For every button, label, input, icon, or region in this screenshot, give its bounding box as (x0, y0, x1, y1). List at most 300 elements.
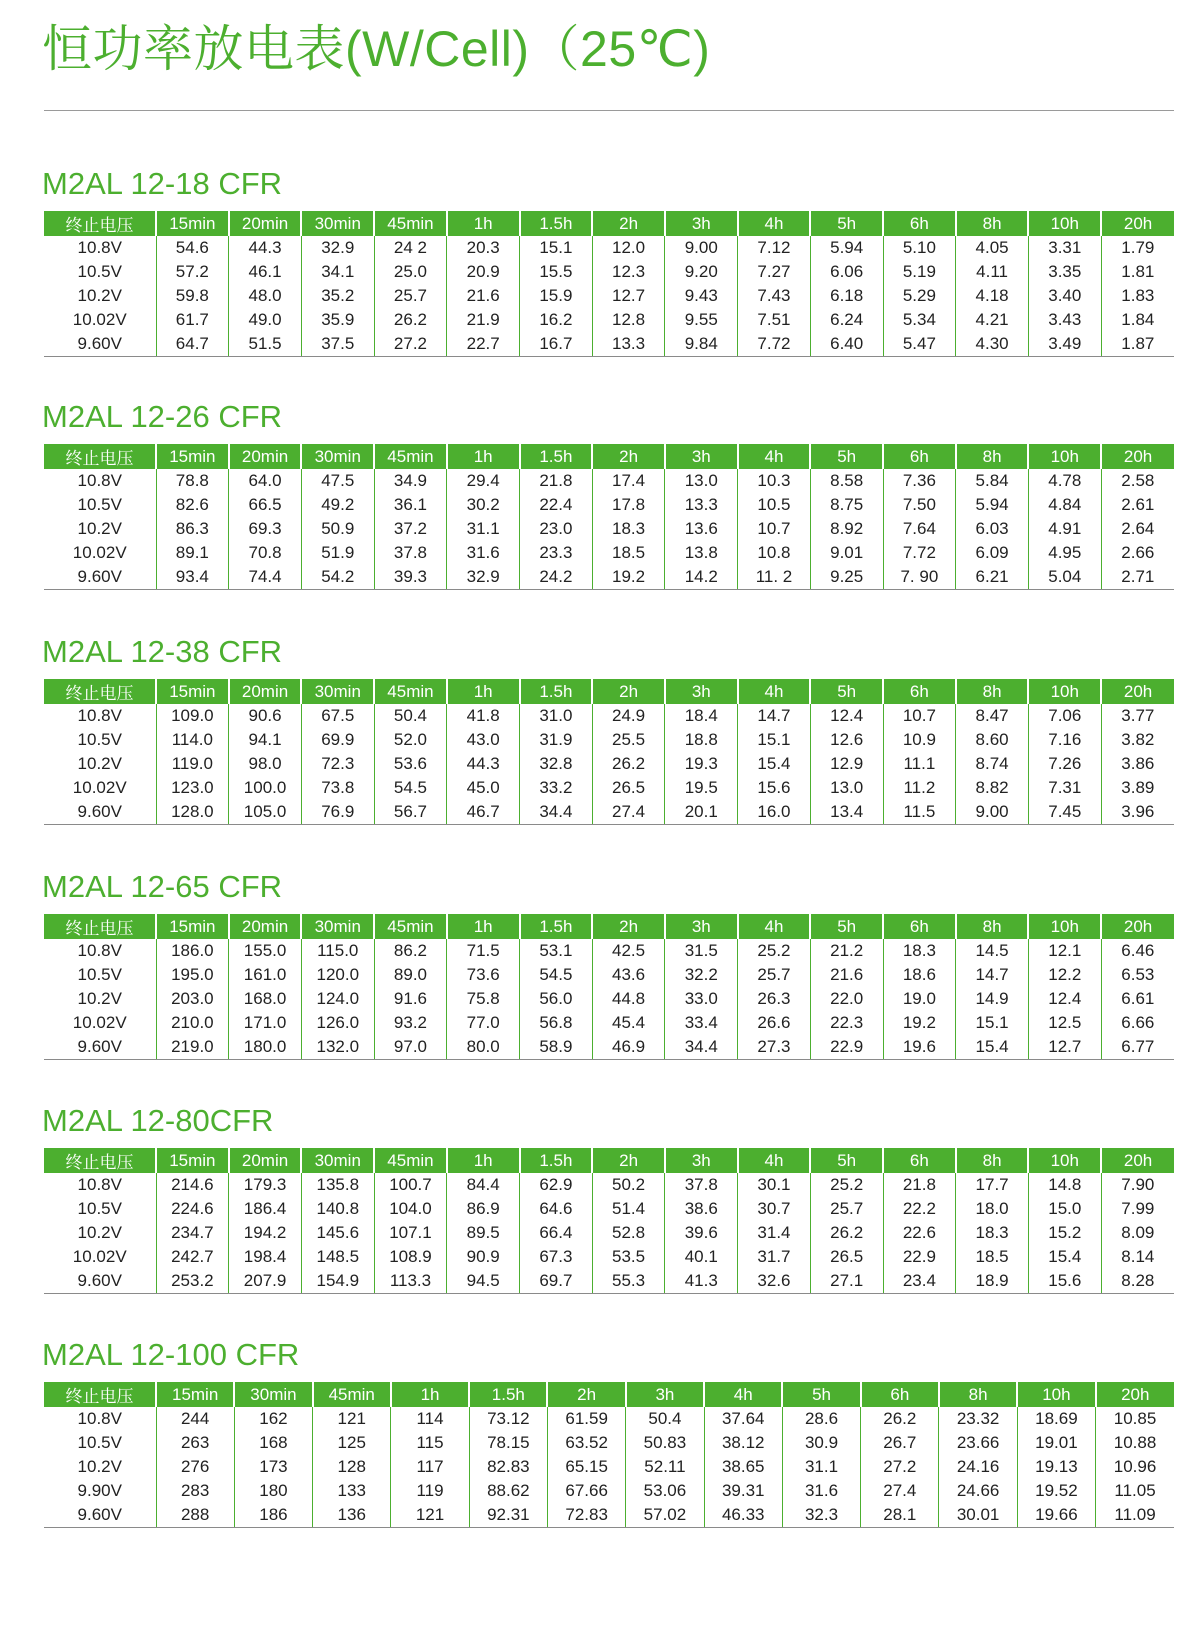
power-value-cell: 21.6 (810, 963, 883, 987)
power-value-cell: 10.7 (883, 704, 956, 728)
power-value-cell: 8.60 (956, 728, 1029, 752)
column-header-duration: 20min (229, 211, 302, 236)
cutoff-voltage-cell: 10.02V (72, 1013, 127, 1032)
power-value-cell: 186.4 (229, 1197, 302, 1221)
power-value-cell: 128 (313, 1455, 391, 1479)
power-value-cell: 15.1 (520, 236, 593, 260)
power-value-cell: 133 (313, 1479, 391, 1503)
discharge-table (44, 1382, 1174, 1528)
power-value-cell: 27.2 (861, 1455, 939, 1479)
power-value-cell: 88.62 (469, 1479, 547, 1503)
power-value-cell: 86.9 (447, 1197, 520, 1221)
column-header-duration: 2h (592, 679, 665, 704)
power-value-cell: 54.5 (374, 776, 447, 800)
column-header-duration: 30min (301, 211, 374, 236)
column-header-duration: 45min (374, 679, 447, 704)
power-value-cell: 21.2 (810, 939, 883, 963)
power-value-cell: 18.4 (665, 704, 738, 728)
power-value-cell: 30.1 (738, 1173, 811, 1197)
power-value-cell: 288 (156, 1503, 234, 1528)
power-value-cell: 2.64 (1101, 517, 1174, 541)
power-value-cell: 7.45 (1028, 800, 1101, 825)
power-value-cell: 3.49 (1028, 332, 1101, 357)
power-value-cell: 4.84 (1028, 493, 1101, 517)
power-value-cell: 234.7 (156, 1221, 229, 1245)
power-value-cell: 19.6 (883, 1035, 956, 1060)
power-value-cell: 100.0 (229, 776, 302, 800)
power-value-cell: 23.4 (883, 1269, 956, 1294)
power-value-cell: 36.1 (374, 493, 447, 517)
power-value-cell: 14.2 (665, 565, 738, 590)
column-header-duration: 15min (156, 1148, 229, 1173)
table-row (44, 1173, 1174, 1197)
power-value-cell: 35.2 (301, 284, 374, 308)
power-value-cell: 124.0 (301, 987, 374, 1011)
power-value-cell: 162 (234, 1407, 312, 1431)
power-value-cell: 17.7 (956, 1173, 1029, 1197)
power-value-cell: 6.77 (1101, 1035, 1174, 1060)
column-header-duration: 1.5h (520, 1148, 593, 1173)
table-row (44, 1245, 1174, 1269)
column-header-duration: 30min (301, 1148, 374, 1173)
column-header-cutoff-voltage: 终止电压 (44, 444, 156, 469)
cutoff-voltage-cell: 9.60V (44, 565, 156, 590)
power-value-cell: 70.8 (229, 541, 302, 565)
power-value-cell: 8.82 (956, 776, 1029, 800)
power-value-cell: 65.15 (547, 1455, 625, 1479)
power-value-cell: 31.6 (447, 541, 520, 565)
power-value-cell: 37.64 (704, 1407, 782, 1431)
power-value-cell: 94.1 (229, 728, 302, 752)
power-value-cell: 86.3 (156, 517, 229, 541)
power-value-cell: 6.03 (956, 517, 1029, 541)
cutoff-voltage-cell: 10.8V (77, 1175, 122, 1194)
power-value-cell: 33.4 (665, 1011, 738, 1035)
power-value-cell: 18.3 (883, 939, 956, 963)
power-value-cell: 67.3 (520, 1245, 593, 1269)
power-value-cell: 22.0 (810, 987, 883, 1011)
power-value-cell: 6.61 (1101, 987, 1174, 1011)
column-header-duration: 6h (883, 914, 956, 939)
section-title: M2AL 12-80CFR (42, 1103, 274, 1138)
power-value-cell: 22.7 (447, 332, 520, 357)
column-header-duration: 6h (861, 1382, 939, 1407)
section-title: M2AL 12-38 CFR (42, 634, 283, 669)
power-value-cell: 108.9 (374, 1245, 447, 1269)
power-value-cell: 69.3 (229, 517, 302, 541)
power-value-cell: 7.72 (738, 332, 811, 357)
power-value-cell: 121 (391, 1503, 469, 1528)
power-value-cell: 3.89 (1101, 776, 1174, 800)
power-value-cell: 44.3 (229, 236, 302, 260)
table-row (44, 752, 1174, 776)
table-row (44, 1431, 1174, 1455)
power-value-cell: 3.86 (1101, 752, 1174, 776)
table-row (44, 284, 1174, 308)
power-value-cell: 123.0 (156, 776, 229, 800)
power-value-cell: 5.04 (1028, 565, 1101, 590)
column-header-duration: 6h (883, 211, 956, 236)
power-value-cell: 67.66 (547, 1479, 625, 1503)
power-value-cell: 18.8 (665, 728, 738, 752)
power-value-cell: 31.1 (447, 517, 520, 541)
column-header-duration: 10h (1028, 914, 1101, 939)
power-value-cell: 52.11 (626, 1455, 704, 1479)
power-value-cell: 26.2 (810, 1221, 883, 1245)
power-value-cell: 27.3 (738, 1035, 811, 1060)
table-row (44, 987, 1174, 1011)
power-value-cell: 51.9 (301, 541, 374, 565)
power-value-cell: 6.66 (1101, 1011, 1174, 1035)
power-value-cell: 14.7 (956, 963, 1029, 987)
power-value-cell: 214.6 (156, 1173, 229, 1197)
discharge-table (44, 444, 1174, 590)
power-value-cell: 126.0 (301, 1011, 374, 1035)
power-value-cell: 7.51 (738, 308, 811, 332)
column-header-duration: 45min (374, 211, 447, 236)
column-header-duration: 3h (626, 1382, 704, 1407)
discharge-table (44, 914, 1174, 1060)
column-header-duration: 20h (1101, 211, 1174, 236)
column-header-duration: 30min (301, 679, 374, 704)
power-value-cell: 8.92 (810, 517, 883, 541)
power-value-cell: 50.2 (592, 1173, 665, 1197)
power-value-cell: 7.72 (883, 541, 956, 565)
power-value-cell: 148.5 (301, 1245, 374, 1269)
cutoff-voltage-cell: 10.5V (77, 1433, 122, 1452)
power-value-cell: 32.3 (782, 1503, 860, 1528)
power-value-cell: 9.43 (665, 284, 738, 308)
power-value-cell: 9.55 (665, 308, 738, 332)
power-value-cell: 9.00 (956, 800, 1029, 825)
power-value-cell: 24.66 (939, 1479, 1017, 1503)
power-value-cell: 37.2 (374, 517, 447, 541)
cutoff-voltage-cell: 10.5V (77, 965, 122, 984)
power-value-cell: 26.5 (810, 1245, 883, 1269)
power-value-cell: 24.16 (939, 1455, 1017, 1479)
power-value-cell: 19.3 (665, 752, 738, 776)
power-value-cell: 56.0 (520, 987, 593, 1011)
power-value-cell: 32.8 (520, 752, 593, 776)
cutoff-voltage-cell: 10.2V (77, 989, 122, 1008)
power-value-cell: 12.1 (1028, 939, 1101, 963)
cutoff-voltage-cell: 9.60V (44, 800, 156, 825)
table-row (44, 469, 1174, 493)
power-value-cell: 109.0 (156, 704, 229, 728)
power-value-cell: 8.09 (1101, 1221, 1174, 1245)
power-value-cell: 27.2 (374, 332, 447, 357)
column-header-duration: 8h (956, 914, 1029, 939)
power-value-cell: 7.99 (1101, 1197, 1174, 1221)
power-value-cell: 35.9 (301, 308, 374, 332)
power-value-cell: 48.0 (229, 284, 302, 308)
column-header-duration: 10h (1028, 211, 1101, 236)
column-header-duration: 20min (229, 914, 302, 939)
power-value-cell: 26.5 (592, 776, 665, 800)
power-value-cell: 180.0 (229, 1035, 302, 1060)
power-value-cell: 3.96 (1101, 800, 1174, 825)
power-value-cell: 53.6 (374, 752, 447, 776)
column-header-duration: 1h (447, 1148, 520, 1173)
power-value-cell: 1.84 (1101, 308, 1174, 332)
power-value-cell: 3.43 (1028, 308, 1101, 332)
table-row (44, 565, 1174, 590)
power-value-cell: 180 (234, 1479, 312, 1503)
power-value-cell: 22.2 (883, 1197, 956, 1221)
power-value-cell: 21.8 (520, 469, 593, 493)
table-row (44, 1407, 1174, 1431)
power-value-cell: 8.14 (1101, 1245, 1174, 1269)
power-value-cell: 155.0 (229, 939, 302, 963)
power-value-cell: 26.2 (592, 752, 665, 776)
power-value-cell: 11.2 (883, 776, 956, 800)
power-value-cell: 26.2 (374, 308, 447, 332)
section-1 (44, 397, 1174, 590)
power-value-cell: 26.6 (738, 1011, 811, 1035)
power-value-cell: 12.4 (810, 704, 883, 728)
table-row (44, 1479, 1174, 1503)
table-row (44, 493, 1174, 517)
power-value-cell: 72.83 (547, 1503, 625, 1528)
power-value-cell: 8.74 (956, 752, 1029, 776)
power-value-cell: 59.8 (156, 284, 229, 308)
power-value-cell: 25.5 (592, 728, 665, 752)
table-row (44, 704, 1174, 728)
power-value-cell: 15.0 (1028, 1197, 1101, 1221)
power-value-cell: 10.88 (1096, 1431, 1174, 1455)
power-value-cell: 26.2 (861, 1407, 939, 1431)
column-header-duration: 3h (665, 444, 738, 469)
power-value-cell: 15.9 (520, 284, 593, 308)
power-value-cell: 62.9 (520, 1173, 593, 1197)
power-value-cell: 39.31 (704, 1479, 782, 1503)
column-header-duration: 15min (156, 1382, 234, 1407)
cutoff-voltage-cell: 10.5V (77, 262, 122, 281)
power-value-cell: 54.5 (520, 963, 593, 987)
power-value-cell: 13.0 (810, 776, 883, 800)
cutoff-voltage-cell: 10.2V (77, 754, 122, 773)
power-value-cell: 12.7 (1028, 1035, 1101, 1060)
power-value-cell: 13.3 (592, 332, 665, 357)
column-header-duration: 2h (592, 444, 665, 469)
power-value-cell: 1.83 (1101, 284, 1174, 308)
column-header-duration: 3h (665, 914, 738, 939)
power-value-cell: 10.5 (738, 493, 811, 517)
power-value-cell: 13.4 (810, 800, 883, 825)
power-value-cell: 53.5 (592, 1245, 665, 1269)
section-title: M2AL 12-65 CFR (42, 869, 283, 904)
table-row (44, 776, 1174, 800)
column-header-duration: 10h (1028, 679, 1101, 704)
power-value-cell: 173 (234, 1455, 312, 1479)
column-header-cutoff-voltage: 终止电压 (44, 914, 156, 939)
power-value-cell: 10.9 (883, 728, 956, 752)
power-value-cell: 11.05 (1096, 1479, 1174, 1503)
power-value-cell: 263 (156, 1431, 234, 1455)
power-value-cell: 10.85 (1096, 1407, 1174, 1431)
header-row (44, 444, 1174, 469)
power-value-cell: 5.94 (810, 236, 883, 260)
power-value-cell: 8.75 (810, 493, 883, 517)
power-value-cell: 50.4 (626, 1407, 704, 1431)
section-3 (44, 867, 1174, 1060)
power-value-cell: 31.9 (520, 728, 593, 752)
column-header-cutoff-voltage: 终止电压 (44, 1382, 156, 1407)
table-row (44, 236, 1174, 260)
power-value-cell: 7.31 (1028, 776, 1101, 800)
power-value-cell: 18.5 (956, 1245, 1029, 1269)
power-value-cell: 2.58 (1101, 469, 1174, 493)
power-value-cell: 93.4 (156, 565, 229, 590)
power-value-cell: 41.3 (665, 1269, 738, 1294)
power-value-cell: 7.27 (738, 260, 811, 284)
column-header-duration: 45min (313, 1382, 391, 1407)
power-value-cell: 3.77 (1101, 704, 1174, 728)
power-value-cell: 11.09 (1096, 1503, 1174, 1528)
power-value-cell: 114 (391, 1407, 469, 1431)
power-value-cell: 21.8 (883, 1173, 956, 1197)
header-row (44, 1382, 1174, 1407)
column-header-duration: 8h (956, 444, 1029, 469)
power-value-cell: 12.7 (592, 284, 665, 308)
power-value-cell: 10.8 (738, 541, 811, 565)
power-value-cell: 9.84 (665, 332, 738, 357)
cutoff-voltage-cell: 10.8V (77, 941, 122, 960)
section-title: M2AL 12-18 CFR (42, 166, 283, 201)
title-divider (44, 110, 1174, 111)
power-value-cell: 242.7 (156, 1245, 229, 1269)
power-value-cell: 168 (234, 1431, 312, 1455)
power-value-cell: 12.4 (1028, 987, 1101, 1011)
power-value-cell: 22.9 (883, 1245, 956, 1269)
power-value-cell: 9.01 (810, 541, 883, 565)
power-value-cell: 4.18 (956, 284, 1029, 308)
power-value-cell: 9.00 (665, 236, 738, 260)
power-value-cell: 19.5 (665, 776, 738, 800)
cutoff-voltage-cell: 10.8V (77, 1409, 122, 1428)
column-header-duration: 2h (592, 1148, 665, 1173)
power-value-cell: 2.71 (1101, 565, 1174, 590)
column-header-duration: 10h (1028, 444, 1101, 469)
column-header-duration: 6h (883, 679, 956, 704)
column-header-cutoff-voltage: 终止电压 (44, 211, 156, 236)
power-value-cell: 100.7 (374, 1173, 447, 1197)
discharge-table (44, 211, 1174, 357)
power-value-cell: 41.8 (447, 704, 520, 728)
power-value-cell: 5.29 (883, 284, 956, 308)
column-header-duration: 1h (447, 914, 520, 939)
power-value-cell: 120.0 (301, 963, 374, 987)
column-header-duration: 20h (1101, 444, 1174, 469)
power-value-cell: 12.0 (592, 236, 665, 260)
section-title: M2AL 12-100 CFR (42, 1337, 300, 1372)
table-row (44, 260, 1174, 284)
table-row (44, 517, 1174, 541)
power-value-cell: 24.2 (520, 565, 593, 590)
power-value-cell: 1.79 (1101, 236, 1174, 260)
power-value-cell: 23.0 (520, 517, 593, 541)
power-value-cell: 25.7 (810, 1197, 883, 1221)
power-value-cell: 7. 90 (883, 565, 956, 590)
power-value-cell: 5.47 (883, 332, 956, 357)
power-value-cell: 7.16 (1028, 728, 1101, 752)
power-value-cell: 154.9 (301, 1269, 374, 1294)
power-value-cell: 3.40 (1028, 284, 1101, 308)
power-value-cell: 19.2 (592, 565, 665, 590)
power-value-cell: 38.12 (704, 1431, 782, 1455)
power-value-cell: 15.6 (1028, 1269, 1101, 1294)
column-header-duration: 2h (592, 211, 665, 236)
header-row (44, 679, 1174, 704)
power-value-cell: 40.1 (665, 1245, 738, 1269)
cutoff-voltage-cell: 10.8V (77, 238, 122, 257)
power-value-cell: 6.09 (956, 541, 1029, 565)
power-value-cell: 125 (313, 1431, 391, 1455)
power-value-cell: 4.21 (956, 308, 1029, 332)
power-value-cell: 194.2 (229, 1221, 302, 1245)
power-value-cell: 3.35 (1028, 260, 1101, 284)
power-value-cell: 16.7 (520, 332, 593, 357)
power-value-cell: 4.30 (956, 332, 1029, 357)
power-value-cell: 4.05 (956, 236, 1029, 260)
power-value-cell: 90.9 (447, 1245, 520, 1269)
power-value-cell: 94.5 (447, 1269, 520, 1294)
power-value-cell: 43.0 (447, 728, 520, 752)
cutoff-voltage-cell: 10.2V (77, 519, 122, 538)
power-value-cell: 12.3 (592, 260, 665, 284)
power-value-cell: 92.31 (469, 1503, 547, 1528)
column-header-duration: 15min (156, 914, 229, 939)
power-value-cell: 7.64 (883, 517, 956, 541)
power-value-cell: 89.0 (374, 963, 447, 987)
power-value-cell: 26.3 (738, 987, 811, 1011)
power-value-cell: 114.0 (156, 728, 229, 752)
power-value-cell: 91.6 (374, 987, 447, 1011)
power-value-cell: 12.6 (810, 728, 883, 752)
column-header-duration: 4h (738, 679, 811, 704)
power-value-cell: 12.5 (1028, 1011, 1101, 1035)
power-value-cell: 78.15 (469, 1431, 547, 1455)
column-header-duration: 4h (738, 211, 811, 236)
power-value-cell: 19.66 (1017, 1503, 1095, 1528)
power-value-cell: 75.8 (447, 987, 520, 1011)
column-header-duration: 4h (738, 1148, 811, 1173)
power-value-cell: 117 (391, 1455, 469, 1479)
power-value-cell: 25.0 (374, 260, 447, 284)
power-value-cell: 22.6 (883, 1221, 956, 1245)
power-value-cell: 30.9 (782, 1431, 860, 1455)
power-value-cell: 54.6 (156, 236, 229, 260)
power-value-cell: 219.0 (156, 1035, 229, 1060)
column-header-duration: 1.5h (520, 211, 593, 236)
power-value-cell: 18.0 (956, 1197, 1029, 1221)
power-value-cell: 25.7 (738, 963, 811, 987)
power-value-cell: 52.0 (374, 728, 447, 752)
power-value-cell: 25.2 (810, 1173, 883, 1197)
power-value-cell: 23.32 (939, 1407, 1017, 1431)
column-header-duration: 10h (1017, 1382, 1095, 1407)
power-value-cell: 69.7 (520, 1269, 593, 1294)
power-value-cell: 19.13 (1017, 1455, 1095, 1479)
power-value-cell: 28.6 (782, 1407, 860, 1431)
power-value-cell: 1.81 (1101, 260, 1174, 284)
power-value-cell: 32.9 (447, 565, 520, 590)
power-value-cell: 23.3 (520, 541, 593, 565)
power-value-cell: 115 (391, 1431, 469, 1455)
power-value-cell: 7.50 (883, 493, 956, 517)
discharge-table (44, 1148, 1174, 1294)
power-value-cell: 15.4 (956, 1035, 1029, 1060)
